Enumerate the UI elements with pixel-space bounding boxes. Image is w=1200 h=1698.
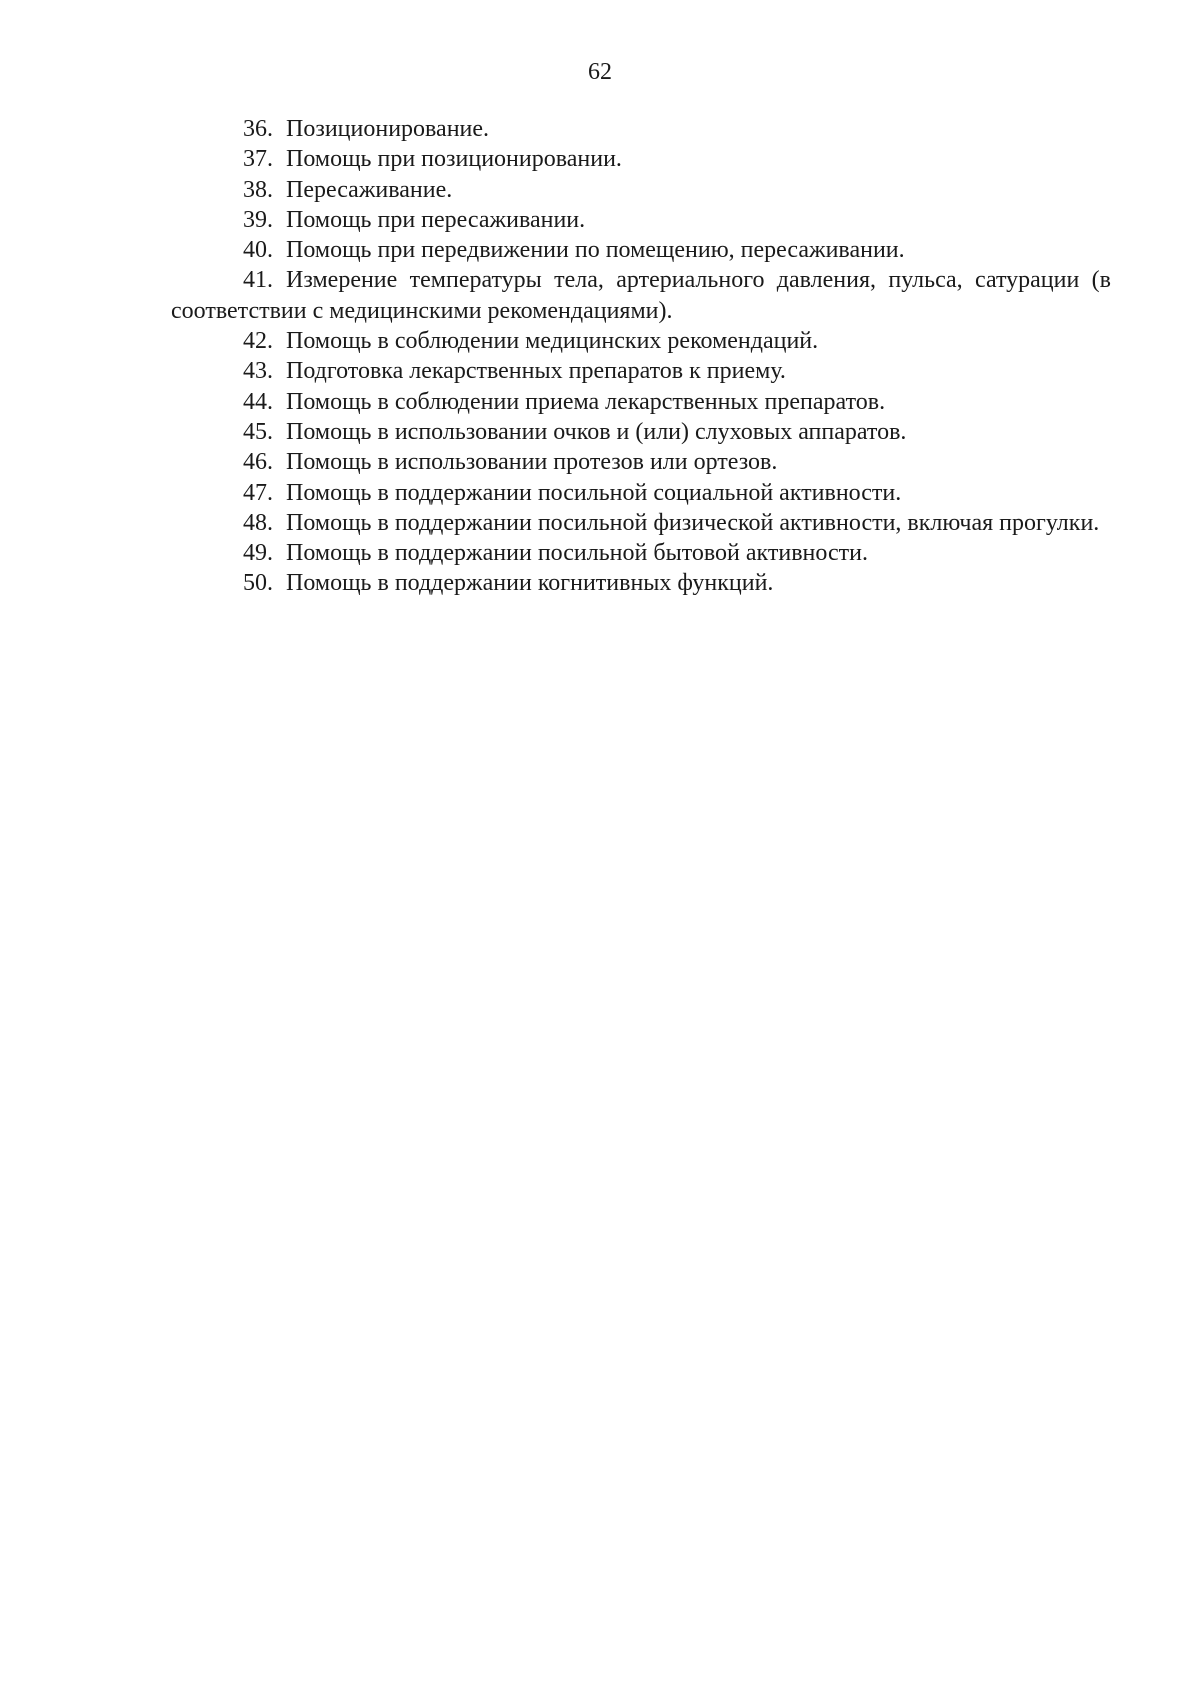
list-item bbox=[171, 326, 1111, 356]
item-number: 40. bbox=[243, 237, 273, 264]
item-text: Помощь в использовании очков и (или) слуховых аппаратов. bbox=[286, 418, 907, 445]
list-item bbox=[171, 265, 1111, 326]
list-item bbox=[171, 568, 1111, 598]
list-item bbox=[171, 478, 1111, 508]
item-number: 47. bbox=[243, 479, 273, 506]
list-item bbox=[171, 356, 1111, 386]
item-text: Помощь при пересаживании. bbox=[286, 206, 586, 233]
item-number: 45. bbox=[243, 418, 273, 445]
list-item bbox=[171, 387, 1111, 417]
item-number: 39. bbox=[243, 206, 273, 233]
item-text: Помощь в соблюдении приема лекарственных препаратов. bbox=[286, 388, 886, 415]
item-number: 38. bbox=[243, 176, 273, 203]
item-number: 48. bbox=[243, 509, 273, 536]
list-item bbox=[171, 114, 1111, 144]
page-number: 62 bbox=[588, 59, 612, 85]
item-text: Помощь в использовании протезов или ортезов. bbox=[286, 449, 778, 476]
item-number: 46. bbox=[243, 449, 273, 476]
list-item bbox=[171, 205, 1111, 235]
list-item bbox=[171, 508, 1111, 538]
item-text: Помощь в соблюдении медицинских рекомендаций. bbox=[286, 328, 819, 355]
list-item bbox=[171, 175, 1111, 205]
list-item bbox=[171, 144, 1111, 174]
list-item bbox=[171, 538, 1111, 568]
numbered-list bbox=[171, 114, 1111, 599]
item-text: Пересаживание. bbox=[286, 176, 453, 203]
item-number: 42. bbox=[243, 328, 273, 355]
item-text: Помощь в поддержании посильной физической активности, включая прогулки. bbox=[286, 509, 1100, 536]
item-text: Подготовка лекарственных препаратов к приему. bbox=[286, 358, 786, 385]
list-item bbox=[171, 417, 1111, 447]
item-text: Помощь в поддержании посильной бытовой активности. bbox=[286, 540, 868, 567]
item-number: 50. bbox=[243, 570, 273, 597]
item-text: Помощь в поддержании посильной социальной активности. bbox=[286, 479, 902, 506]
item-number: 43. bbox=[243, 358, 273, 385]
list-item bbox=[171, 447, 1111, 477]
list-item bbox=[171, 235, 1111, 265]
item-number: 44. bbox=[243, 388, 273, 415]
item-text: Позиционирование. bbox=[286, 116, 490, 142]
item-text: Измерение температуры тела, артериального давления, пульса, сатурации (в соответствии с медицинскими рекомендациями). bbox=[171, 267, 1111, 324]
item-text: Помощь в поддержании когнитивных функций. bbox=[286, 570, 774, 597]
item-number: 41. bbox=[243, 267, 273, 294]
item-text: Помощь при передвижении по помещению, пересаживании. bbox=[286, 237, 905, 264]
item-number: 49. bbox=[243, 540, 273, 567]
item-number: 37. bbox=[243, 146, 273, 173]
item-number: 36. bbox=[243, 116, 273, 142]
item-text: Помощь при позиционировании. bbox=[286, 146, 622, 173]
